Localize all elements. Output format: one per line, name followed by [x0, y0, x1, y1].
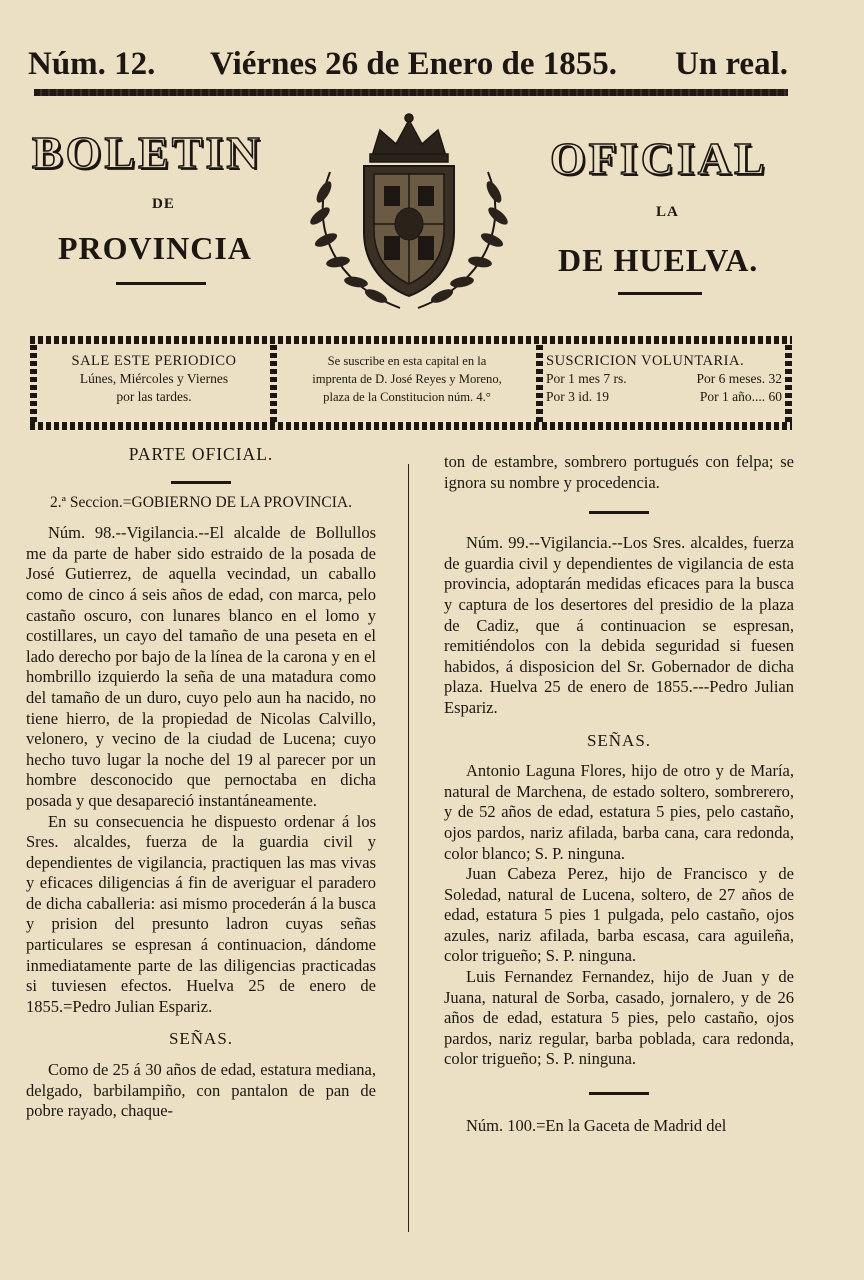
masthead-oficial: OFICIAL [550, 133, 768, 184]
location-line: Se suscribe en esta capital en la [327, 354, 487, 368]
location-line: plaza de la Constitucion núm. 4.° [323, 390, 491, 404]
royal-crest-icon [290, 112, 528, 316]
price-cell: Por 1 mes 7 rs. [546, 371, 627, 386]
masthead-provincia: PROVINCIA [58, 230, 252, 266]
subsection-title: 2.ª Seccion.=GOBIERNO DE LA PROVINCIA. [50, 493, 352, 511]
article-paragraph: Como de 25 á 30 años de edad, estatura mediana, delgado, barbilampiño, con pantalon de pan de pobre rayado, chaque- [26, 1060, 376, 1121]
ornament-rule [444, 1088, 794, 1098]
issue-number: Núm. 12. [28, 46, 156, 82]
price-cell: Por 6 meses. 32 [696, 371, 782, 386]
issue-price: Un real. [674, 46, 788, 82]
ornament-rule [26, 477, 376, 487]
issue-headline [28, 46, 788, 90]
ornament-rule [444, 507, 794, 517]
article-paragraph: Núm. 98.--Vigilancia.--El alcalde de Bollullos me da parte de haber sido estraido de la posada de José Gutierrez, de aquella vecindad, un caballo como de cinco á seis años de edad, con marca, pelo castaño oscuro, con lunares blanco en el lomo y costillares, un cayo del tamaño de una peseta en el lado derecho por bajo de la línea de la carona y en el hombrillo izquierdo la seña de una matadura como del tamaño de un duro, cuyo pelo aun ha nacido, no tiene hierro, de la propiedad de Nicolas Calvillo, velonero, y vecino de la ciudad de Lucena; cuyo hecho tuvo lugar la noche del 19 al parecer por un hombre desconocido que pernoctaba en dicha posada y que desapareció instantáneamente. [26, 523, 376, 810]
infobar-border-right [785, 342, 792, 422]
infobar-separator-1 [270, 342, 277, 422]
article-paragraph: ton de estambre, sombrero portugués con felpa; se ignora su nombre y procedencia. [444, 452, 794, 492]
article-paragraph: Núm. 99.--Vigilancia.--Los Sres. alcaldes, fuerza de guardia civil y dependientes de vigilancia de esta provincia, adoptarán medidas eficaces para la busca y captura de los desertores del presidio de la plaza de Cadiz, que á continuacion se espresan, remitiéndolos con la debida seguridad si fuesen habidos, á disposicion del Sr. Gobernador de dicha plaza. Huelva 25 de enero de 1855.---Pedro Julian Espariz. [444, 533, 794, 717]
masthead-huelva: DE HUELVA. [558, 242, 759, 278]
price-cell: Por 1 año.... 60 [699, 389, 782, 404]
flourish-right [618, 292, 702, 295]
price-cell: Por 3 id. 19 [546, 389, 610, 404]
masthead-de: DE [152, 196, 175, 212]
column-divider [408, 464, 409, 1232]
article-paragraph: Núm. 100.=En la Gaceta de Madrid del [466, 1116, 727, 1136]
left-column [26, 444, 376, 1122]
schedule-line: SALE ESTE PERIODICO [71, 353, 237, 369]
price-row [546, 388, 782, 406]
prices-title: SUSCRICION VOLUNTARIA. [546, 353, 745, 369]
article-paragraph: En su consecuencia he dispuesto ordenar á los Sres. alcaldes, fuerza de la guardia civil y dependientes de vigilancia, practiquen las mas vivas y eficaces diligencias á fin de averiguar el paradero de dicha caballeria: asi mismo procederán á la busca y prision del presunto ladron cuyas señas particulares se espresan á continuacion, dándome inmediatamente parte de las diligencias practicadas si tuviesen efectos. Huelva 25 de enero de 1855.=Pedro Julian Espariz. [26, 811, 376, 1016]
article-paragraph: Antonio Laguna Flores, hijo de otro y de María, natural de Marchena, de estado soltero, sombrerero, y de 52 años de edad, estatura 5 pies, pelo castaño, ojos pardos, nariz afilada, barba cana, cara redonda, color blanco; S. P. ninguna. [444, 761, 794, 863]
issue-date: Viérnes 26 de Enero de 1855. [210, 46, 617, 82]
article-paragraph: Luis Fernandez Fernandez, hijo de Juan y de Juana, natural de Sorba, casado, jornalero, y de 26 años de edad, estatura 5 pies, pelo castaño, ojos pardos, nariz regular, barba poblada, cara redonda, color trigueño; S. P. ninguna. [444, 967, 794, 1069]
headline-rule [34, 89, 788, 96]
location-line: imprenta de D. José Reyes y Moreno, [312, 372, 502, 386]
masthead-boletin: BOLETIN [32, 127, 263, 178]
infobar-border-bottom [30, 422, 792, 430]
senas-heading: SEÑAS. [168, 1029, 234, 1049]
price-row [546, 370, 782, 388]
subscription-prices [546, 352, 782, 406]
schedule-line: por las tardes. [116, 389, 192, 404]
senas-heading: SEÑAS. [586, 730, 652, 750]
subscription-infobar [30, 336, 792, 432]
section-title: PARTE OFICIAL. [128, 444, 274, 464]
infobar-separator-2 [536, 342, 543, 422]
article-paragraph: Juan Cabeza Perez, hijo de Francisco y de Soledad, natural de Lucena, soltero, de 27 años de edad, estatura 5 pies 1 pulgada, pelo castaño, ojos azules, nariz afilada, barba escasa, cara aguileña, color trigueño; S. P. ninguna. [444, 864, 794, 966]
schedule-line: Lúnes, Miércoles y Viernes [79, 371, 229, 386]
flourish-left [116, 282, 206, 285]
masthead [28, 112, 788, 318]
masthead-la: LA [656, 204, 679, 220]
subscription-location [282, 352, 532, 406]
infobar-border-top [30, 336, 792, 344]
publication-schedule [42, 352, 266, 406]
right-column [444, 452, 794, 1137]
infobar-border-left [30, 342, 37, 422]
